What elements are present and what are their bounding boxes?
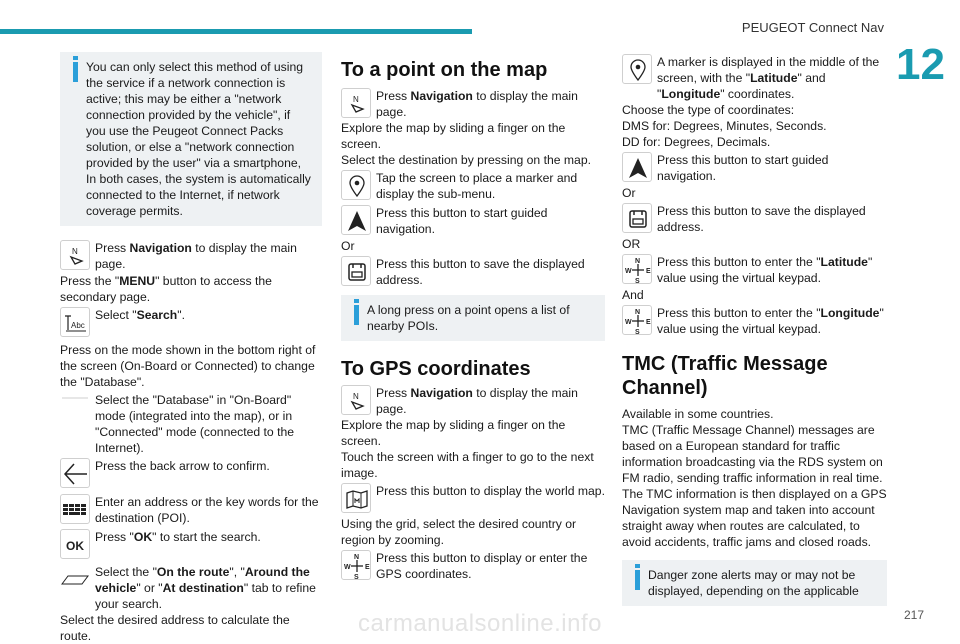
coord-type: Choose the type of coordinates: (622, 103, 795, 117)
coord-dms: DMS for: Degrees, Minutes, Seconds. (622, 119, 827, 133)
watermark: carmanualsonline.info (358, 610, 602, 637)
header-title: PEUGEOT Connect Nav (741, 20, 884, 35)
gps-step-navigation: N Press Navigation to display the main page. (341, 385, 605, 417)
column-3 (622, 52, 887, 616)
map-step-navigation: N Press Navigation to display the main page. (341, 88, 605, 120)
svg-text:S: S (635, 329, 640, 336)
coord-or-2: OR (622, 237, 641, 251)
compass-icon (622, 254, 652, 284)
compass-icon (622, 305, 652, 335)
gps-touch: Touch the screen with a finger to go to the next image. (341, 450, 594, 480)
svg-text:N: N (353, 392, 359, 401)
gps-explore: Explore the map by sliding a finger on the screen. (341, 418, 566, 448)
coord-dd: DD for: Degrees, Decimals. (622, 135, 771, 149)
marker-displayed: A marker is displayed in the middle of the screen, with the "Latitude" and "Longitude" coordinates. (622, 54, 887, 102)
gps-coordinates-button: N W E S Press this button to display or enter the GPS coordinates. (341, 550, 605, 583)
map-or: Or (341, 239, 355, 253)
column-1 (60, 52, 322, 644)
tmc-availability: Available in some countries. (622, 407, 774, 421)
step-enter-address: Enter an address or the key words for the destination (POI). (60, 494, 322, 527)
marker-pin-icon (622, 54, 652, 84)
coord-save-address: Press this button to save the displayed address. (622, 203, 887, 236)
coord-longitude: N W E S Press this button to enter the "Longitude" value using the virtual keypad. (622, 305, 887, 338)
save-icon (341, 256, 371, 286)
step-back: Press the back arrow to confirm. (60, 458, 322, 488)
tmc-description: TMC (Traffic Message Channel) messages are based on a European standard for traffic information broadcasting via the RDS system on FM radio, sending traffic information in real time. (622, 423, 883, 485)
step-ok: OK Press "OK" to start the search. (60, 529, 322, 562)
tab-icon (60, 564, 90, 594)
tmc-display: The TMC information is then displayed on a GPS Navigation system map and taken into account straight away when routes are calculated, to avoid accidents, traffic jams and closed roads. (622, 487, 887, 549)
compass-icon (341, 550, 371, 580)
svg-text:Abc: Abc (71, 321, 85, 330)
database-icon (60, 392, 90, 422)
coord-or-1: Or (622, 186, 636, 200)
navigation-icon (341, 385, 371, 415)
coord-latitude: N W E S Press this button to enter the "Latitude" value using the virtual keypad. (622, 254, 887, 287)
save-icon (622, 203, 652, 233)
guidance-arrow-icon (341, 205, 371, 235)
svg-text:E: E (365, 564, 370, 571)
svg-text:E: E (646, 268, 651, 275)
svg-text:S: S (635, 278, 640, 285)
map-explore: Explore the map by sliding a finger on the screen. (341, 121, 566, 151)
marker-pin-icon (341, 170, 371, 200)
svg-text:N: N (635, 309, 641, 316)
svg-text:W: W (344, 564, 351, 571)
svg-text:OK: OK (66, 539, 84, 553)
guidance-arrow-icon (622, 152, 652, 182)
svg-text:N: N (354, 554, 360, 561)
heading-gps-coordinates: To GPS coordinates (341, 358, 531, 380)
step-navigation: N Press Navigation to display the main page. (60, 240, 322, 273)
svg-text:N: N (353, 95, 359, 104)
step-tab: Select the "On the route", "Around the vehicle" or "At destination" tab to refine your search. (60, 564, 322, 612)
step-mode: Press on the mode shown in the bottom right of the screen (On-Board or Connected) to change the "Database". (60, 343, 316, 389)
page-number: 217 (903, 608, 924, 622)
search-abc-icon (60, 307, 90, 337)
info-icon (354, 305, 359, 325)
info-note-pois: A long press on a point opens a list of nearby POIs. (341, 295, 605, 341)
svg-text:N: N (635, 258, 641, 265)
step-menu: Press the "MENU" button to access the secondary page. (60, 274, 272, 304)
map-start-guidance: Press this button to start guided navigation. (341, 205, 605, 238)
info-note (60, 52, 322, 226)
heading-tmc: TMC (Traffic Message Channel) (622, 353, 828, 399)
chapter-number: 12 (896, 40, 945, 89)
svg-text:E: E (646, 319, 651, 326)
map-tap-marker: Tap the screen to place a marker and display the sub-menu. (341, 170, 605, 203)
back-arrow-icon (60, 458, 90, 488)
info-icon (73, 62, 78, 82)
map-select-destination: Select the destination by pressing on the map. (341, 153, 591, 167)
gps-grid: Using the grid, select the desired country or region by zooming. (341, 517, 577, 547)
navigation-icon (341, 88, 371, 118)
header-accent-bar (0, 29, 472, 34)
ok-button-icon (60, 529, 90, 559)
info-icon (635, 570, 640, 590)
keyboard-icon (60, 494, 90, 524)
step-search: Abc Select "Search". (60, 307, 322, 340)
svg-text:W: W (625, 268, 632, 275)
svg-text:W: W (625, 319, 632, 326)
heading-point-on-map: To a point on the map (341, 59, 548, 81)
info-note-text: You can only select this method of using the service if a network connection is active; this may be either a "network connection provided by the vehicle", if you use the Peugeot Connect Packs solution, or else a "network connection provided by the user" via a smartphone, In both cases, the system is automatically connected to the Internet, if network coverage permits. (86, 60, 311, 218)
step-select-address: Select the desired address to calculate the route. (60, 613, 290, 643)
info-note-danger: Danger zone alerts may or may not be displayed, depending on the applicable (622, 560, 887, 606)
step-database: Select the "Database" in "On-Board" mode (integrated into the map), or in "Connected" mode (connected to the Internet). (60, 392, 322, 456)
svg-text:S: S (354, 574, 359, 581)
map-save-address: Press this button to save the displayed address. (341, 256, 605, 289)
coord-start-guidance: Press this button to start guided navigation. (622, 152, 887, 185)
svg-text:N: N (72, 247, 78, 256)
gps-world-map: Press this button to display the world map. (341, 483, 605, 516)
world-map-icon (341, 483, 371, 513)
navigation-icon (60, 240, 90, 270)
column-2 (341, 52, 605, 583)
coord-and: And (622, 288, 644, 302)
